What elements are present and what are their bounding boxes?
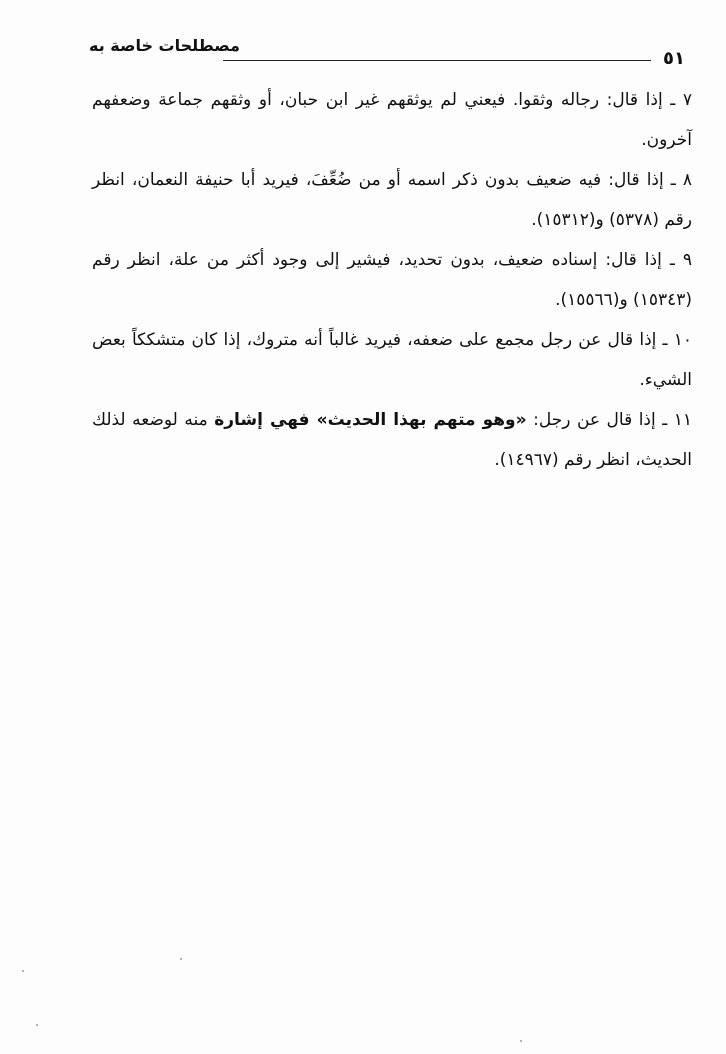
entry-7: [92, 80, 692, 160]
page-body: [92, 80, 692, 480]
entry-text: ـ إذا قال: رجاله وثقوا. فيعني لم يوثقهم غير ابن حبان، أو وثقهم جماعة وضعفهم آخرون.: [92, 90, 692, 150]
entry-number: ٨: [682, 170, 692, 190]
page-number: ٥١: [663, 48, 685, 69]
scan-speck: [180, 958, 182, 960]
entry-text: ـ إذا قال عن رجل مجمع على ضعفه، فيريد غالباً أنه متروك، إذا كان متشككاً بعض الشيء.: [92, 330, 692, 390]
entry-number: ٧: [682, 90, 692, 110]
entry-8: [92, 160, 692, 240]
header-title: مصطلحات خاصة به: [89, 36, 240, 55]
entry-text: ـ إذا قال عن رجل:: [526, 410, 674, 430]
entry-number: ٩: [682, 250, 692, 270]
scan-speck: [520, 1040, 522, 1042]
scan-speck: [36, 1024, 38, 1026]
entry-text-end: منه لوضعه لذلك الحديث، انظر رقم (١٤٩٦٧).: [92, 410, 692, 470]
scan-speck: [22, 970, 24, 972]
entry-emphasis: فهي إشارة: [214, 410, 317, 430]
entry-number: ١١: [673, 410, 693, 430]
entry-text: ـ إذا قال: إسناده ضعيف، بدون تحديد، فيشير إلى وجود أكثر من علة، انظر رقم (١٥٣٤٣) و(١٥٥٦٦).: [92, 250, 692, 310]
entry-9: [92, 240, 692, 320]
entry-10: [92, 320, 692, 400]
entry-11: [92, 400, 692, 480]
entry-quote: «وهو متهم بهذا الحديث»: [316, 410, 527, 430]
header-rule: [223, 60, 651, 61]
entry-number: ١٠: [673, 330, 692, 350]
running-header: [85, 36, 695, 76]
entry-text: ـ إذا قال: فيه ضعيف بدون ذكر اسمه أو من ضُعِّفَ، فيريد أبا حنيفة النعمان، انظر رقم (٥٣٧٨) و(١٥٣١٢).: [92, 170, 692, 230]
